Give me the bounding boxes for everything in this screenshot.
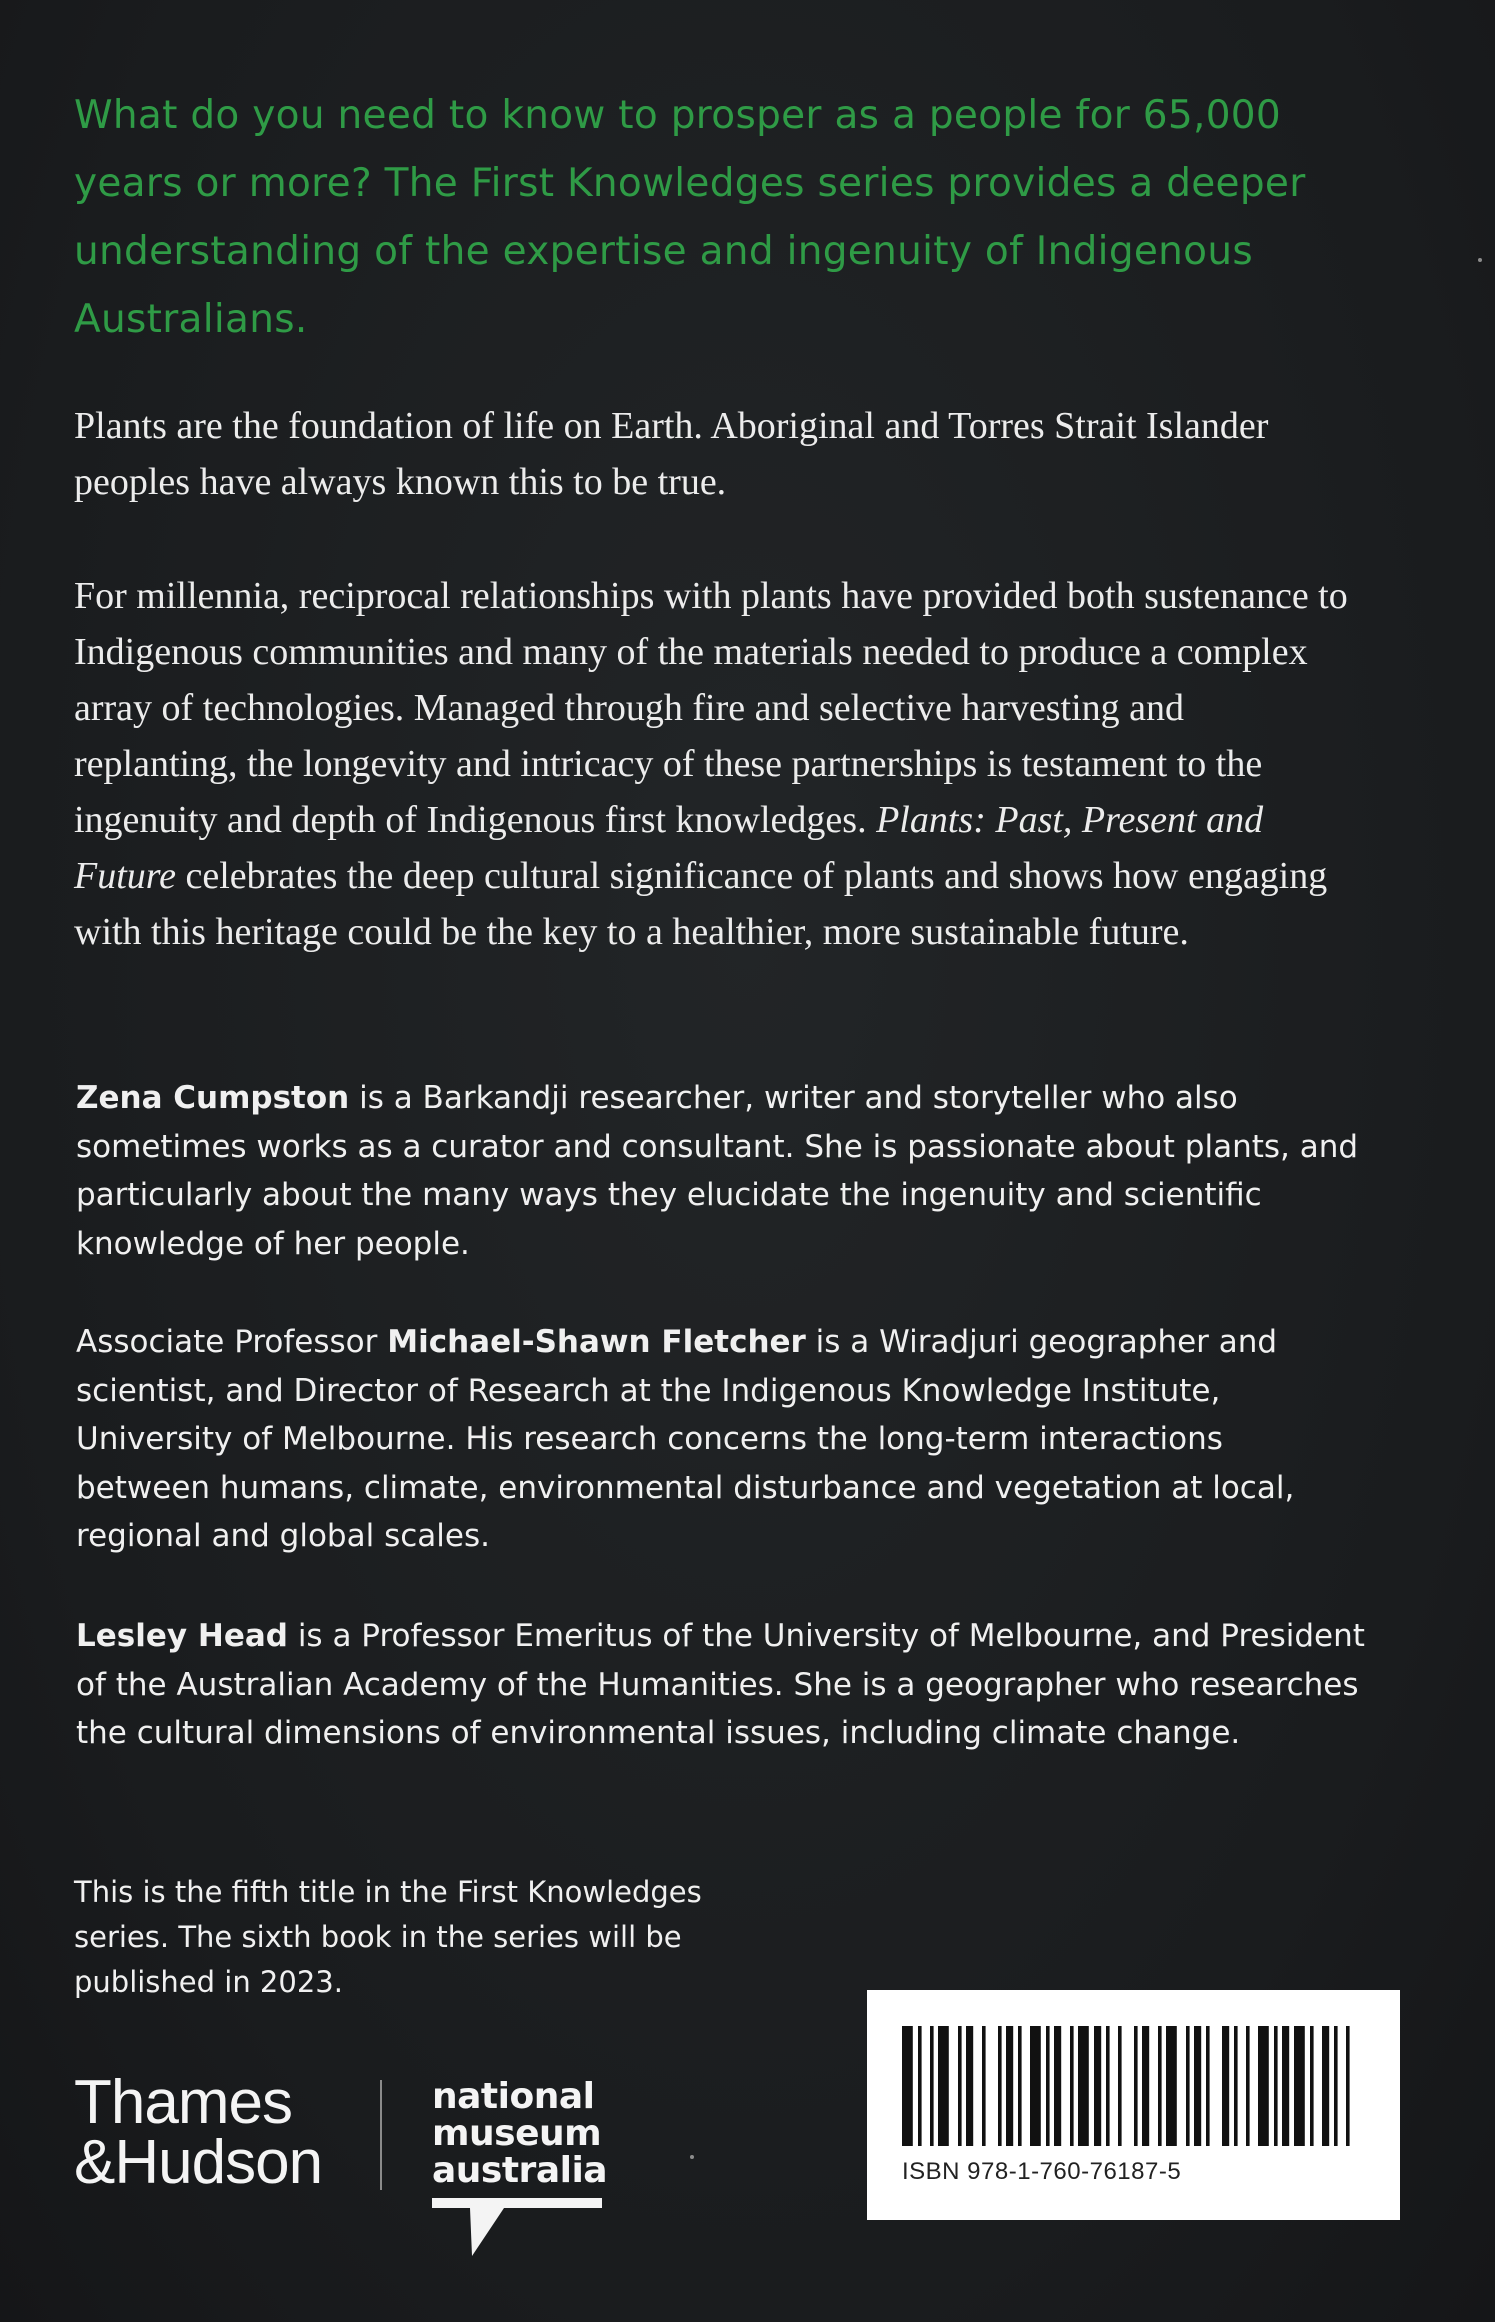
barcode-bar (1134, 2026, 1138, 2146)
bio-text: is a Barkandji researcher, writer and storyteller who also sometimes works as a curator and consultant. She is passionate about plants, and particularly about the many ways they elucidate the ingenuity and scientific knowledge of her people. (76, 1080, 1359, 1262)
barcode-bar (1258, 2026, 1269, 2146)
barcode-bar (1046, 2026, 1050, 2146)
scan-speck (1478, 258, 1482, 262)
barcode-bar (1294, 2026, 1305, 2146)
barcode-bar (1166, 2026, 1177, 2146)
author-name: Zena Cumpston (76, 1080, 350, 1116)
barcode-bar (1346, 2026, 1350, 2146)
series-tagline: What do you need to know to prosper as a people for 65,000 years or more? The First Knowledges series provides a deeper understanding of the expertise and ingenuity of Indigenous Australians. (74, 93, 1306, 342)
bio-text: is a Professor Emeritus of the University of Melbourne, and President of the Australian Academy of the Humanities. She is a geographer who researches the cultural dimensions of environmental issues, including climate change. (76, 1618, 1365, 1751)
logo-line: national (432, 2076, 595, 2117)
logo-divider (380, 2080, 382, 2190)
author-name: Lesley Head (76, 1618, 288, 1654)
barcode-bar (1186, 2026, 1190, 2146)
barcode-bar (1246, 2026, 1250, 2146)
logo-line: &Hudson (74, 2128, 323, 2197)
barcode-bar (1194, 2026, 1201, 2146)
barcode-bar (1018, 2026, 1022, 2146)
book-title: Plants: Past, Present and Future (74, 799, 1264, 897)
barcode-bar (958, 2026, 962, 2146)
barcode-bar (1070, 2026, 1074, 2146)
barcode-bar (1322, 2026, 1329, 2146)
bio-prefix: Associate Professor (76, 1324, 388, 1360)
barcode-icon (902, 2026, 1362, 2146)
barcode-bar (1206, 2026, 1210, 2146)
barcode-bar (982, 2026, 986, 2146)
barcode-bar (1222, 2026, 1229, 2146)
barcode-bar (1158, 2026, 1162, 2146)
barcode-bar (1054, 2026, 1061, 2146)
barcode-bar (902, 2026, 913, 2146)
barcode-bar (1078, 2026, 1089, 2146)
barcode-bar (1282, 2026, 1289, 2146)
author-bio-lesley-head (76, 1612, 1366, 1758)
author-bio-michael-shawn-fletcher (76, 1318, 1366, 1561)
barcode-panel (867, 1990, 1400, 2220)
description-paragraph (74, 568, 1354, 960)
scan-speck (690, 2155, 694, 2159)
thames-hudson-logo (74, 2068, 323, 2197)
logo-line: Thames (74, 2068, 292, 2137)
description-text-before: For millennia, reciprocal relationships with plants have provided both sustenance to Indigenous communities and many of the materials needed to produce a complex array of technologies. Managed through fire and selective harvesting and replanting, the longevity and intricacy of these partnerships is testament to the ingenuity and depth of Indigenous first knowledges. (74, 575, 1348, 841)
barcode-bar (966, 2026, 973, 2146)
barcode-bar (1006, 2026, 1013, 2146)
intro-paragraph: Plants are the foundation of life on Earth. Aboriginal and Torres Strait Islander peoples have always known this to be true. (74, 405, 1269, 503)
barcode-bar (1334, 2026, 1338, 2146)
barcode-bar (1118, 2026, 1122, 2146)
logo-line: museum (432, 2113, 602, 2154)
barcode-bar (1310, 2026, 1314, 2146)
barcode-bar (1030, 2026, 1041, 2146)
isbn-number: ISBN 978-1-760-76187-5 (902, 2158, 1182, 2185)
author-bio-zena-cumpston (76, 1074, 1366, 1268)
series-note: This is the fifth title in the First Knowledges series. The sixth book in the series will be published in 2023. (74, 1875, 702, 1999)
author-name: Michael-Shawn Fletcher (387, 1324, 806, 1360)
barcode-bar (1106, 2026, 1110, 2146)
barcode-bar (1094, 2026, 1101, 2146)
description-text-after: celebrates the deep cultural significance of plants and shows how engaging with this heritage could be the key to a healthier, more sustainable future. (74, 855, 1328, 953)
barcode-bar (1142, 2026, 1149, 2146)
nma-arrow-icon (432, 2198, 602, 2258)
barcode-bar (1274, 2026, 1278, 2146)
barcode-bar (918, 2026, 922, 2146)
barcode-bar (930, 2026, 934, 2146)
bio-text: is a Wiradjuri geographer and scientist, and Director of Research at the Indigenous Knowledge Institute, University of Melbourne. His research concerns the long-term interactions between humans, climate, environmental disturbance and vegetation at local, regional and global scales. (76, 1324, 1295, 1554)
national-museum-australia-logo (432, 2078, 607, 2189)
barcode-bar (938, 2026, 949, 2146)
barcode-bar (1234, 2026, 1238, 2146)
barcode-bar (998, 2026, 1002, 2146)
logo-line: australia (432, 2150, 608, 2191)
